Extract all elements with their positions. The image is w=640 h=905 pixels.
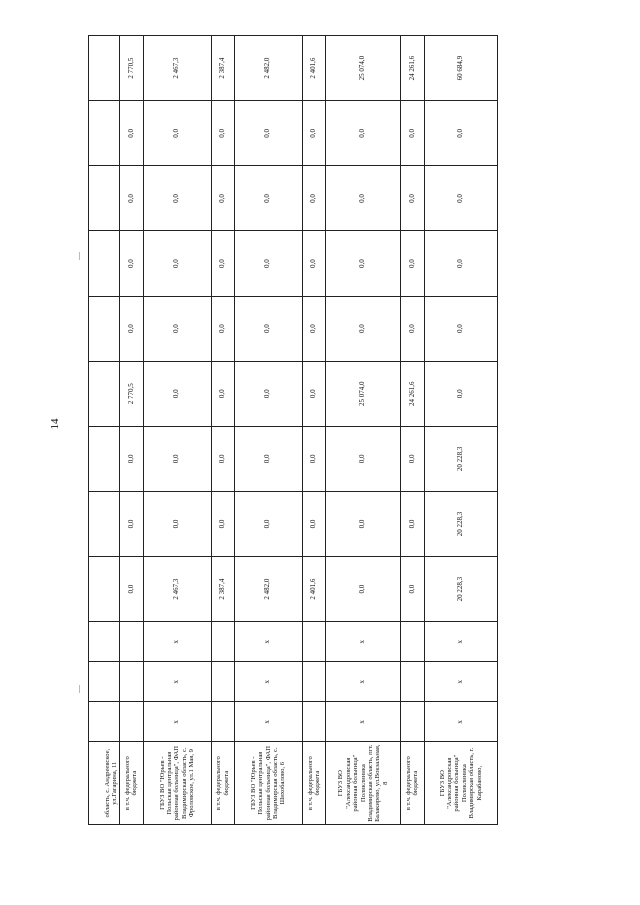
margin-mark <box>79 685 80 693</box>
table-cell: 2 482,0 <box>234 36 302 101</box>
table-cell: 2 467,3 <box>143 36 211 101</box>
table-cell: 0,0 <box>211 426 234 491</box>
table-cell: x <box>325 702 401 742</box>
table-cell: 0,0 <box>234 426 302 491</box>
table-cell: 24 261,6 <box>401 361 424 426</box>
table-cell <box>120 702 143 742</box>
table-cell: 0,0 <box>120 296 143 361</box>
table-cell: 0,0 <box>234 166 302 231</box>
table-cell: x <box>424 622 497 662</box>
table-cell <box>89 296 120 361</box>
table-cell: 20 228,3 <box>424 426 497 491</box>
table-cell: 2 401,6 <box>302 557 325 622</box>
table-cell: 0,0 <box>325 491 401 556</box>
table-cell: x <box>234 702 302 742</box>
table-cell: x <box>143 702 211 742</box>
table-cell: 0,0 <box>234 101 302 166</box>
table-cell: 0,0 <box>211 101 234 166</box>
table-row <box>211 36 234 825</box>
table-cell: x <box>234 622 302 662</box>
table-cell <box>401 702 424 742</box>
table-cell: 2 387,4 <box>211 557 234 622</box>
table-cell: 0,0 <box>424 296 497 361</box>
table-cell: 0,0 <box>211 491 234 556</box>
table-cell: x <box>234 662 302 702</box>
table-cell: 2 770,5 <box>120 36 143 101</box>
table-cell: 0,0 <box>401 101 424 166</box>
table-cell <box>89 662 120 702</box>
table-cell: 0,0 <box>424 361 497 426</box>
table-cell: 20 228,3 <box>424 557 497 622</box>
table-cell: 0,0 <box>211 231 234 296</box>
table-cell: 0,0 <box>401 231 424 296</box>
table-cell: x <box>143 662 211 702</box>
table-cell: 0,0 <box>302 296 325 361</box>
table-cell: 0,0 <box>120 101 143 166</box>
row-description: область, с. Андреевское, ул.Гагарина, 11 <box>89 742 120 825</box>
table-cell: 0,0 <box>234 231 302 296</box>
table-cell <box>120 622 143 662</box>
table-cell: 0,0 <box>325 231 401 296</box>
table-cell: 2 467,3 <box>143 557 211 622</box>
table-cell: 0,0 <box>302 166 325 231</box>
table-cell: 0,0 <box>211 166 234 231</box>
table-cell: 0,0 <box>302 231 325 296</box>
row-description: ГБУЗ ВО "Юрьев - Польская центральная районная больница", ФАП Владимирская область, с. Фроловское, ул.1 Мая, 9 <box>143 742 211 825</box>
row-description: в т.ч. федерального бюджета <box>211 742 234 825</box>
table-cell <box>89 36 120 101</box>
table-row <box>89 36 120 825</box>
table-cell: 0,0 <box>120 491 143 556</box>
table-cell: x <box>424 702 497 742</box>
row-description: в т.ч. федерального бюджета <box>401 742 424 825</box>
table-cell: 25 074,0 <box>325 36 401 101</box>
table-cell: 0,0 <box>325 166 401 231</box>
table-row <box>401 36 424 825</box>
table-row <box>120 36 143 825</box>
table-cell: 0,0 <box>325 557 401 622</box>
table-cell: 60 684,9 <box>424 36 497 101</box>
table-cell: 0,0 <box>120 231 143 296</box>
table-cell: 0,0 <box>143 296 211 361</box>
table-cell <box>89 166 120 231</box>
margin-mark <box>79 252 80 260</box>
table-cell: 0,0 <box>302 426 325 491</box>
table-cell <box>89 426 120 491</box>
table-cell: 0,0 <box>302 491 325 556</box>
table-cell: 0,0 <box>143 231 211 296</box>
table-cell: 0,0 <box>302 361 325 426</box>
table-cell <box>89 101 120 166</box>
table-cell: 0,0 <box>401 557 424 622</box>
table-cell: 2 482,0 <box>234 557 302 622</box>
table-cell: 25 074,0 <box>325 361 401 426</box>
table-cell: 0,0 <box>401 296 424 361</box>
budget-table <box>88 35 498 825</box>
table-cell: 24 261,6 <box>401 36 424 101</box>
table-cell <box>211 702 234 742</box>
table-row <box>302 36 325 825</box>
table-cell: 0,0 <box>120 557 143 622</box>
table-cell: 0,0 <box>424 231 497 296</box>
page-number: 14 <box>49 418 61 430</box>
table-row <box>424 36 497 825</box>
table-cell <box>120 662 143 702</box>
table-cell: 0,0 <box>424 101 497 166</box>
row-description: в т.ч. федерального бюджета <box>120 742 143 825</box>
table-cell <box>89 231 120 296</box>
table-cell <box>89 622 120 662</box>
table-cell: 2 770,5 <box>120 361 143 426</box>
table-cell: 0,0 <box>143 426 211 491</box>
row-description: в т.ч. федерального бюджета <box>302 742 325 825</box>
table-cell <box>211 622 234 662</box>
table-cell: 0,0 <box>143 166 211 231</box>
table-cell <box>89 557 120 622</box>
row-description: ГБУЗ ВО "Александровская районная больница" Поликлиника Владимирская область, пгт. Балакирево, ул.Вокзальная, 8 <box>325 742 401 825</box>
table-cell: x <box>325 662 401 702</box>
table-cell <box>401 622 424 662</box>
table-cell: x <box>325 622 401 662</box>
table-cell: 0,0 <box>143 491 211 556</box>
row-description: ГБУЗ ВО "Юрьев - Польская центральная районная больница", ФАП Владимирская область, с. Шихобалово, 6 <box>234 742 302 825</box>
table-row <box>325 36 401 825</box>
table-cell: 0,0 <box>424 166 497 231</box>
table-cell <box>89 491 120 556</box>
table-cell: 0,0 <box>401 491 424 556</box>
table-cell: x <box>424 662 497 702</box>
table-cell: x <box>143 622 211 662</box>
table-cell <box>302 702 325 742</box>
table-cell <box>211 662 234 702</box>
table-cell: 0,0 <box>143 101 211 166</box>
table-cell: 0,0 <box>401 426 424 491</box>
table-cell <box>302 662 325 702</box>
table-cell: 2 401,6 <box>302 36 325 101</box>
table-cell: 0,0 <box>120 426 143 491</box>
table-cell: 0,0 <box>211 296 234 361</box>
rotated-table-area <box>88 35 498 825</box>
row-description: ГБУЗ ВО "Александровская районная больница" Поликлиника Владимирская область, г. Карабаново, <box>424 742 497 825</box>
table-cell: 0,0 <box>325 296 401 361</box>
table-cell: 0,0 <box>325 101 401 166</box>
table-row <box>234 36 302 825</box>
table-cell: 20 228,3 <box>424 491 497 556</box>
table-cell <box>401 662 424 702</box>
table-cell: 0,0 <box>234 296 302 361</box>
table-cell: 0,0 <box>143 361 211 426</box>
table-cell <box>89 702 120 742</box>
table-cell <box>89 361 120 426</box>
table-cell: 0,0 <box>302 101 325 166</box>
table-cell <box>302 622 325 662</box>
table-cell: 0,0 <box>211 361 234 426</box>
table-cell: 2 387,4 <box>211 36 234 101</box>
table-row <box>143 36 211 825</box>
table-cell: 0,0 <box>234 361 302 426</box>
table-cell: 0,0 <box>325 426 401 491</box>
table-cell: 0,0 <box>120 166 143 231</box>
table-cell: 0,0 <box>401 166 424 231</box>
table-cell: 0,0 <box>234 491 302 556</box>
